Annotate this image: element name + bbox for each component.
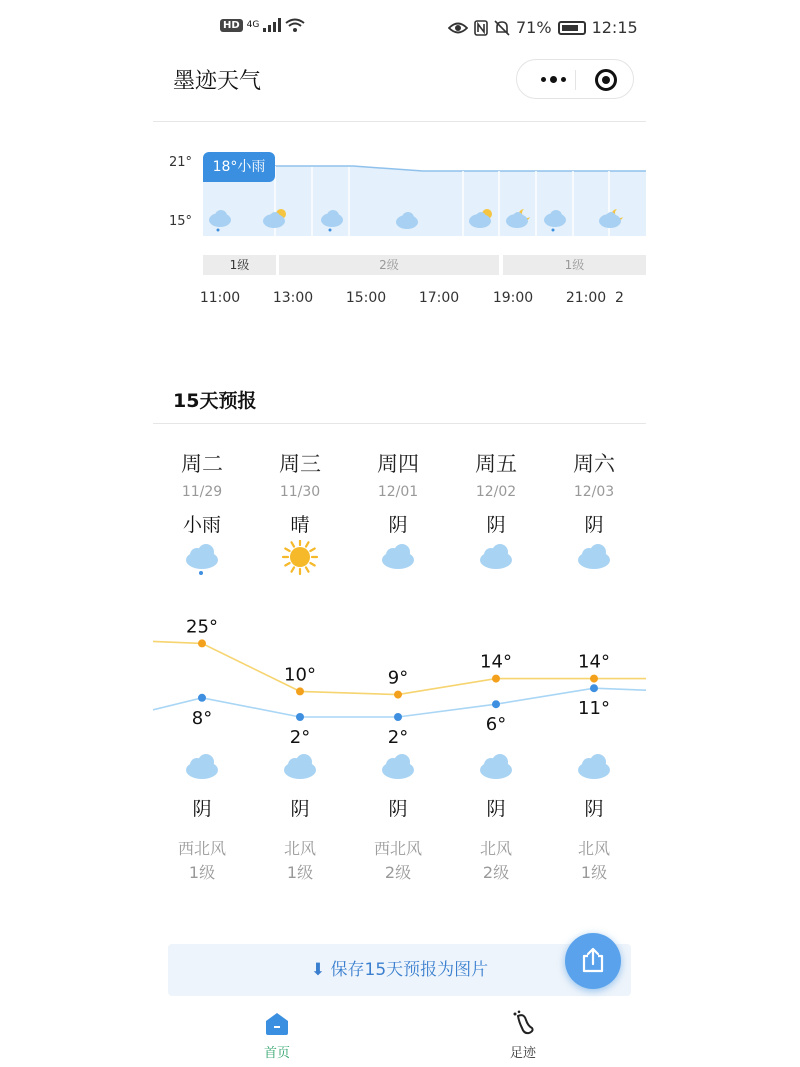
low-temp-point xyxy=(198,694,206,702)
wind-level-label: 1级 xyxy=(580,863,608,882)
low-temp-label: 8° xyxy=(191,707,213,729)
mute-bell-icon xyxy=(494,20,510,36)
clock: 12:15 xyxy=(591,18,638,37)
day-weather-icon xyxy=(182,540,222,576)
night-condition-label: 阴 xyxy=(584,798,604,820)
tab-bar xyxy=(153,1000,646,1067)
day-condition-label: 晴 xyxy=(290,514,310,536)
weekday-label: 周五 xyxy=(475,452,517,476)
rain-cloud-icon xyxy=(182,540,222,576)
hourly-forecast[interactable] xyxy=(153,130,646,330)
day-weather-icon xyxy=(378,540,418,576)
hourly-y-min: 15° xyxy=(169,214,193,229)
share-button[interactable] xyxy=(565,933,621,989)
weekday-label: 周六 xyxy=(573,452,615,476)
footprint-icon xyxy=(510,1010,536,1036)
cloud-icon xyxy=(378,540,418,576)
battery-percent: 71% xyxy=(516,18,552,37)
hour-label: 19:00 xyxy=(492,290,534,306)
status-right xyxy=(448,18,638,37)
night-condition-label: 阴 xyxy=(290,798,310,820)
cloud-icon xyxy=(378,750,418,786)
low-temp-label: 11° xyxy=(578,698,610,720)
hour-label: 17:00 xyxy=(418,290,460,306)
hour-label: 15:00 xyxy=(345,290,387,306)
high-temp-label: 9° xyxy=(387,667,409,689)
date-label: 11/29 xyxy=(181,484,223,500)
status-bar xyxy=(0,0,800,60)
wind-level-label: 2级 xyxy=(384,863,412,882)
eye-icon xyxy=(448,21,468,35)
cloud-icon xyxy=(574,750,614,786)
day-condition-label: 阴 xyxy=(388,514,408,536)
forecast-15day[interactable] xyxy=(153,424,646,904)
hour-label: 11:00 xyxy=(199,290,241,306)
wind-level-label: 2级 xyxy=(482,863,510,882)
download-icon: ⬇ xyxy=(310,960,331,980)
status-left xyxy=(220,18,305,32)
tab-home[interactable] xyxy=(237,1000,317,1067)
low-temp-label: 6° xyxy=(485,714,507,736)
weekday-label: 周三 xyxy=(279,452,321,476)
hour-label: 21:00 xyxy=(565,290,607,306)
high-temp-point xyxy=(590,675,598,683)
header-divider xyxy=(153,121,646,122)
wind-direction-label: 北风 xyxy=(479,839,512,858)
high-temp-point xyxy=(492,675,500,683)
cloud-icon xyxy=(476,540,516,576)
high-temp-point xyxy=(198,639,206,647)
night-condition-label: 阴 xyxy=(388,798,408,820)
sun-icon xyxy=(280,540,320,576)
date-label: 12/03 xyxy=(573,484,615,500)
app-header xyxy=(153,56,646,120)
cloud-icon xyxy=(280,750,320,786)
share-icon xyxy=(579,946,607,974)
tab-footprint-label: 足迹 xyxy=(509,1046,536,1061)
nfc-icon xyxy=(474,20,488,36)
date-label: 11/30 xyxy=(279,484,321,500)
high-temp-label: 14° xyxy=(578,651,610,673)
wind-level-bar: 1级 xyxy=(203,255,276,275)
wifi-icon xyxy=(285,18,305,32)
day-weather-icon xyxy=(476,540,516,576)
day-condition-label: 阴 xyxy=(584,514,604,536)
low-temp-label: 2° xyxy=(387,727,409,744)
high-temp-point xyxy=(394,691,402,699)
capsule-divider xyxy=(575,70,576,90)
wind-direction-label: 北风 xyxy=(283,839,316,858)
weekday-label: 周四 xyxy=(377,452,419,476)
night-weather-icon xyxy=(476,750,516,786)
save-forecast-image-button[interactable] xyxy=(168,944,631,996)
cloud-icon xyxy=(182,750,222,786)
night-weather-icon xyxy=(574,750,614,786)
close-miniprogram-icon[interactable] xyxy=(595,69,617,91)
day-condition-label: 小雨 xyxy=(182,514,221,536)
low-temp-point xyxy=(296,713,304,721)
day-weather-icon xyxy=(280,540,320,576)
high-temp-label: 10° xyxy=(284,664,316,686)
home-icon xyxy=(264,1010,290,1036)
night-weather-icon xyxy=(280,750,320,786)
network-label: 4G xyxy=(246,20,260,30)
hd-badge: HD xyxy=(220,19,243,32)
tab-home-label: 首页 xyxy=(263,1046,290,1061)
cloud-icon xyxy=(574,540,614,576)
high-temp-label: 25° xyxy=(186,616,218,638)
forecast-section-title: 15天预报 xyxy=(173,390,257,412)
app-title: 墨迹天气 xyxy=(173,69,262,94)
hour-label: 2 xyxy=(615,290,624,306)
current-hour-bubble: 18°小雨 xyxy=(203,152,275,182)
date-label: 12/01 xyxy=(377,484,419,500)
save-forecast-label: 保存15天预报为图片 xyxy=(330,960,489,980)
day-weather-icon xyxy=(574,540,614,576)
weekday-label: 周二 xyxy=(181,452,223,476)
high-temp-point xyxy=(296,687,304,695)
wind-level-label: 1级 xyxy=(188,863,216,882)
wind-level-label: 1级 xyxy=(286,863,314,882)
wind-level-bar: 1级 xyxy=(503,255,646,275)
battery-icon xyxy=(558,21,586,35)
night-condition-label: 阴 xyxy=(192,798,212,820)
hourly-y-max: 21° xyxy=(169,155,193,170)
hour-label: 13:00 xyxy=(272,290,314,306)
wind-direction-label: 北风 xyxy=(577,839,610,858)
wind-level-bar: 2级 xyxy=(279,255,499,275)
wind-direction-label: 西北风 xyxy=(177,839,226,858)
signal-icon xyxy=(263,18,281,32)
more-icon[interactable] xyxy=(531,66,575,92)
wind-direction-label: 西北风 xyxy=(373,839,422,858)
night-weather-icon xyxy=(182,750,222,786)
temperature-chart xyxy=(153,594,646,744)
cloud-icon xyxy=(476,750,516,786)
date-label: 12/02 xyxy=(475,484,517,500)
low-temp-label: 2° xyxy=(289,727,311,744)
miniprogram-capsule xyxy=(516,59,634,99)
night-weather-icon xyxy=(378,750,418,786)
low-temp-point xyxy=(492,700,500,708)
high-temp-label: 14° xyxy=(480,651,512,673)
low-temp-point xyxy=(394,713,402,721)
tab-footprint[interactable] xyxy=(483,1000,563,1067)
day-condition-label: 阴 xyxy=(486,514,506,536)
low-temp-point xyxy=(590,684,598,692)
night-condition-label: 阴 xyxy=(486,798,506,820)
